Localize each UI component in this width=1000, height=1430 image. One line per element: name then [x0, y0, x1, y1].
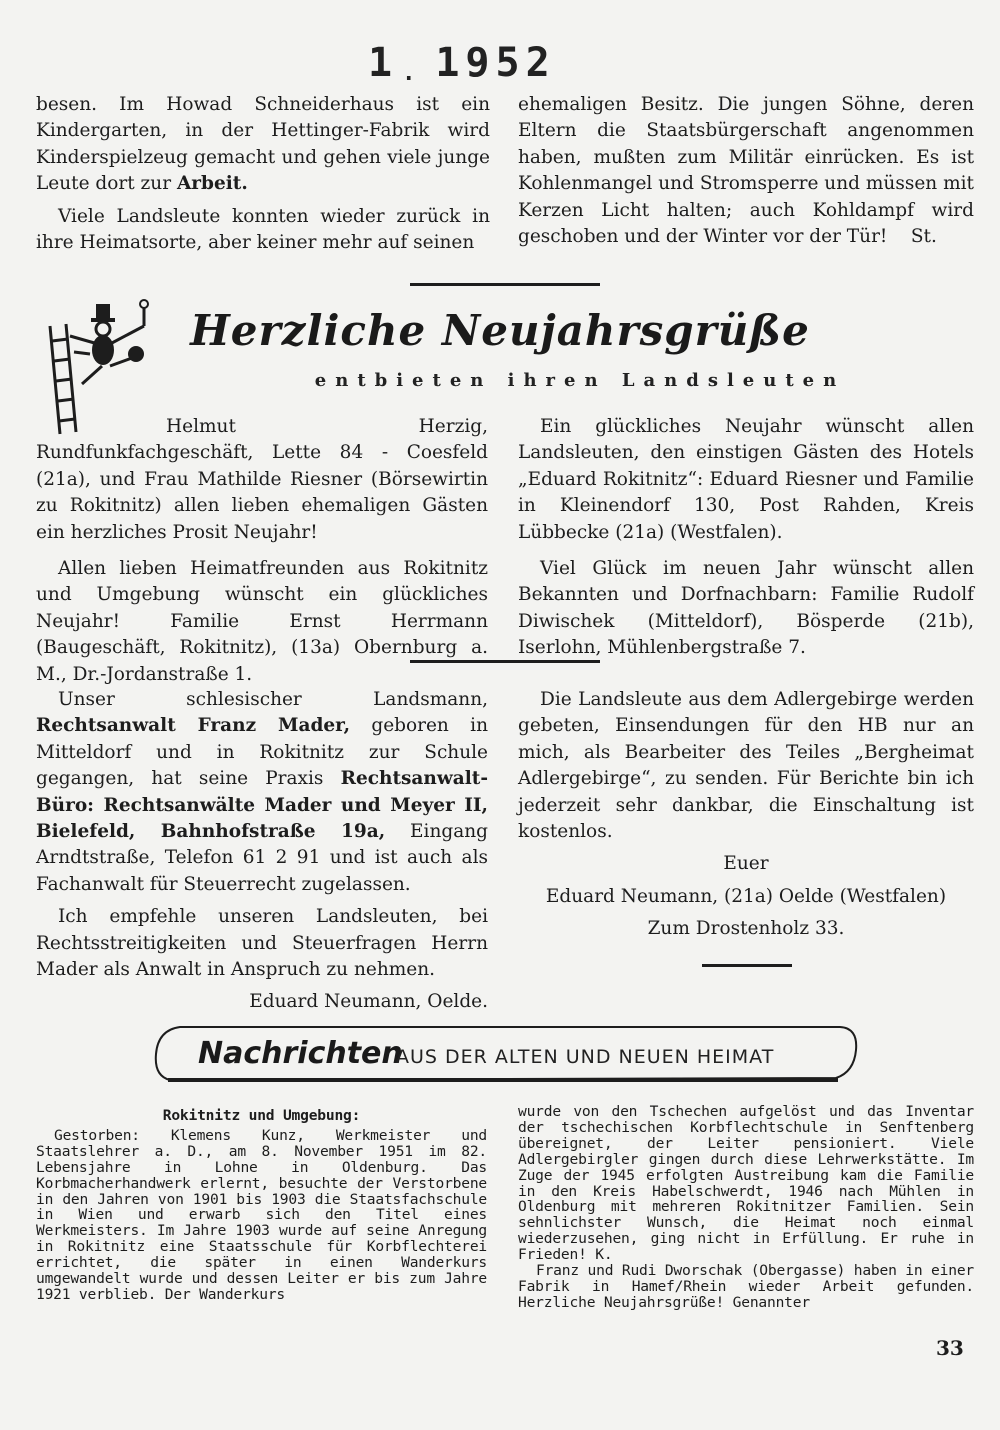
top-right-column: [518, 92, 974, 250]
top-left-paragraph-2: Viele Landsleute konnten wieder zurück in ihre Heimatsorte, aber keiner mehr auf seinen: [36, 205, 490, 254]
news-section-heading: Rokitnitz und Umgebung:: [162, 1107, 361, 1124]
notice-right-signature-2: Zum Drostenholz 33.: [647, 918, 845, 940]
news-subtitle: AUS DER ALTEN UND NEUEN HEIMAT: [396, 1046, 775, 1068]
page-number: 33: [936, 1336, 964, 1360]
greetings-left-paragraph-2: Allen lieben Heimatfreunden aus Rokitnitz und Umgebung wünscht ein glückliches Neujahr! Familie Ernst Herrmann (Baugeschäft, Rokitnitz), (13a) Obernburg a. M., Dr.-Jordanstraße 1.: [36, 558, 488, 685]
greetings-right-paragraph-2: Viel Glück im neuen Jahr wünscht allen Bekannten und Dorfnachbarn: Familie Rudolf Diwischek (Mitteldorf), Bösperde (21b), Iserlohn, Mühlenbergstraße 7.: [518, 558, 974, 659]
notice-left-paragraph-2: Ich empfehle unseren Landsleuten, bei Rechtsstreitigkeiten und Steuerfragen Herrn Mader als Anwalt in Anspruch zu nehmen.: [36, 906, 488, 981]
section-divider-1: [410, 283, 600, 286]
notice-left-text-c: geboren in Mitteldorf und in Rokitnitz zur Schule gegangen, hat seine Praxis: [36, 715, 488, 790]
stamp-issue-number: 1: [368, 40, 399, 86]
top-right-signature: St.: [910, 226, 937, 248]
greetings-title: Herzliche Neujahrsgrüße: [190, 306, 810, 355]
greetings-right-paragraph-1: Ein glückliches Neujahr wünscht allen Landsleuten, den einstigen Gästen des Hotels „Eduard Rokitnitz“: Eduard Riesner und Familie in Kleinendorf 130, Post Rahden, Kreis Lübbecke (21a) (Westfalen).: [518, 416, 974, 543]
news-right-signature: K.: [595, 1246, 613, 1264]
greetings-right-column: [518, 414, 974, 662]
news-right-paragraph-1: wurde von den Tschechen aufgelöst und das Inventar der tschechischen Korbflechtschule in Senftenberg übereignet, der Leiter pensioniert. Viele Adlergebirgler gingen durch diese Lehrwerkstätte. Im Zuge der 1945 erfolgten Austreibung kam die Familie in den Kreis Habelschwerdt, 1946 nach Mühlen in Oldenburg mit mehreren Rokitnitzer Familien. Sein sehnlichster Wunsch, die Heimat noch einmal wiederzusehen, ging nicht in Erfüllung. Er ruhe in Frieden!: [518, 1103, 974, 1264]
notice-right-closing: Euer: [723, 853, 769, 875]
top-left-paragraph-1-bold: Arbeit.: [176, 173, 248, 195]
news-right-column: [518, 1104, 974, 1311]
notice-left-text-a: Unser schlesischer Landsmann,: [58, 689, 488, 710]
notice-left-bold-name: Rechtsanwalt Franz Mader,: [36, 715, 351, 737]
stamp-year: 1952: [435, 40, 556, 86]
top-left-column: [36, 92, 490, 256]
news-left-paragraph: Gestorben: Klemens Kunz, Werkmeister und Staatslehrer a. D., am 8. November 1951 im 82. Lebensjahre in Lohne in Oldenburg. Das Korbmacherhandwerk erlernt, besuchte der Verstorbene in den Jahren von 1901 bis 1903 die Staatsfachschule in Wien und erwarb sich den Titel eines Werkmeisters. Im Jahre 1903 wurde auf seine Anregung in Rokitnitz eine Staatsschule für Korbflechterei errichtet, die später in einen Wanderkurs umgewandelt wurde und dessen Leiter er bis zum Jahre 1921 verblieb. Der Wanderkurs: [36, 1126, 487, 1303]
section-divider-3: [702, 964, 792, 967]
notice-right-paragraph: Die Landsleute aus dem Adlergebirge werden gebeten, Einsendungen für den HB nur an mich, als Bearbeiter des Teiles „Bergheimat Adlergebirge“, zu senden. Für Berichte bin ich jederzeit sehr dankbar, die Einschaltung ist kostenlos.: [518, 689, 974, 843]
notice-left-column: [36, 687, 488, 1016]
top-right-paragraph: ehemaligen Besitz. Die jungen Söhne, deren Eltern die Staatsbürgerschaft angenommen haben, mußten zum Militär einrücken. Es ist Kohlenmangel und Stromsperre und müssen mit Kerzen Licht halten; auch Kohldampf wird geschoben und der Winter vor der Tür!: [518, 94, 974, 248]
greetings-subtitle: entbieten ihren Landsleuten: [314, 370, 846, 391]
greetings-left-column: [36, 414, 488, 688]
stamp-dot: .: [402, 61, 422, 86]
greetings-left-paragraph-1: Helmut Herzig, Rundfunkfachgeschäft, Lette 84 - Coesfeld (21a), und Frau Mathilde Riesner (Börsewirtin zu Rokitnitz) allen lieben ehemaligen Gästen ein herzliches Prosit Neujahr!: [36, 416, 488, 543]
notice-right-column: [518, 687, 974, 943]
news-right-paragraph-2: Franz und Rudi Dworschak (Obergasse) haben in einer Fabrik in Hamef/Rhein wieder Arbeit gefunden. Herzliche Neujahrsgrüße! Genannter: [518, 1262, 974, 1311]
news-title: Nachrichten: [198, 1036, 403, 1071]
year-stamp: [368, 40, 556, 86]
notice-left-text-d: Eingang Arndtstraße, Telefon 61 2 91 und ist auch als Fachanwalt für Steuerrecht zugelassen.: [36, 821, 488, 895]
top-left-paragraph-1: besen. Im Howad Schneiderhaus ist ein Kindergarten, in der Hettinger-Fabrik wird Kinderspielzeug gemacht und gehen viele junge Leute dort zur: [36, 94, 490, 195]
notice-right-signature-1: Eduard Neumann, (21a) Oelde (Westfalen): [545, 885, 947, 907]
section-divider-2: [410, 660, 600, 663]
notice-left-signature: Eduard Neumann, Oelde.: [249, 991, 488, 1013]
news-left-column: [36, 1108, 487, 1303]
notice-left-bold-office: Rechtsanwalt-Büro: Rechtsanwälte Mader und Meyer II, Bielefeld, Bahnhofstraße 19a,: [36, 768, 488, 843]
